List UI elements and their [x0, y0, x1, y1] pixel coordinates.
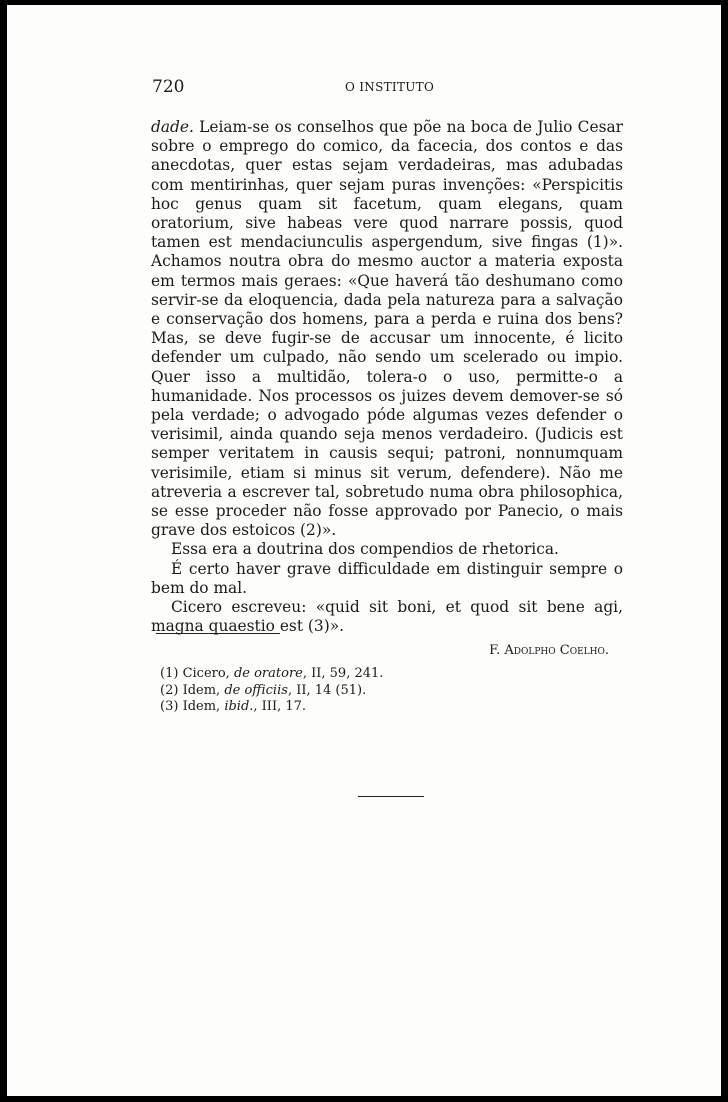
paragraph-2: Essa era a doutrina dos compendios de rhetorica. — [171, 540, 559, 559]
footnote-number: (1) — [160, 666, 179, 681]
footnote-author: Cicero, — [182, 666, 234, 681]
footnote-work: de oratore — [233, 666, 303, 681]
author-signature: F. Adolpho Coelho. — [489, 643, 609, 659]
footnote-number: (2) — [160, 682, 179, 698]
end-divider — [358, 796, 424, 797]
footnote-work: de officiis — [224, 682, 288, 698]
page-header — [152, 75, 622, 99]
footnote-number: (3) — [160, 699, 179, 714]
running-title: O INSTITUTO — [345, 80, 435, 94]
footnote-author: Idem, — [182, 699, 225, 714]
footnote-divider — [156, 633, 280, 634]
footnote-work: ibid. — [224, 699, 254, 714]
footnote-ref: , II, 59, 241. — [302, 666, 384, 681]
paragraph-1-italic: dade. — [151, 118, 194, 136]
footnote-author: Idem, — [182, 682, 225, 698]
footnotes — [160, 666, 460, 716]
footnote-ref: , III, 17. — [253, 699, 307, 714]
footnote-ref: , II, 14 (51). — [287, 682, 367, 698]
footnote-2 — [160, 683, 460, 700]
page-number: 720 — [152, 77, 185, 97]
paragraph-1 — [151, 118, 623, 540]
paragraph-1-text: Leiam-se os conselhos que põe na boca de Julio Cesar sobre o emprego do comico, da facecia, dos contos e das anecdotas, quer estas sejam verdadeiras, mas adubadas com mentirinhas, quer sejam puras invenções: «Perspicitis hoc genus quam sit facetum, quam elegans, quam oratorium, sive habeas vere quod narrare possis, quod tamen est mendaciunculis aspergendum, sive fingas (1)». Achamos noutra obra do mesmo auctor a materia exposta em termos mais geraes: «Que haverá tão deshumano como servir-se da eloquencia, dada pela natureza para a salvação e conservação dos homens, para a perda e ruina dos bens? Mas, se deve fugir-se de accusar um innocente, é licito defender um culpado, não sendo um scelerado ou impio. Quer isso a multidão, tolera-o o uso, permitte-o a humanidade. Nos processos os juizes devem demover-se só pela verdade; o advogado póde algumas vezes defender o verisimil, ainda quando seja menos verdadeiro. (Judicis est semper veritatem in causis sequi; patroni, nonnumquam verisimile, etiam si minus sit verum, defendere). Não me atreveria a escrever tal, sobretudo numa obra philosophica, se esse proceder não fosse approvado por Panecio, o mais grave dos estoicos (2)». — [151, 118, 623, 540]
paragraph-4: Cicero escreveu: «quid sit boni, et quod sit bene agi, magna quaestio est (3)». — [151, 598, 623, 636]
footnote-1 — [160, 666, 460, 683]
body-text — [151, 118, 623, 661]
footnote-3 — [160, 699, 460, 716]
paragraph-3: É certo haver grave difficuldade em distinguir sempre o bem do mal. — [151, 559, 623, 597]
